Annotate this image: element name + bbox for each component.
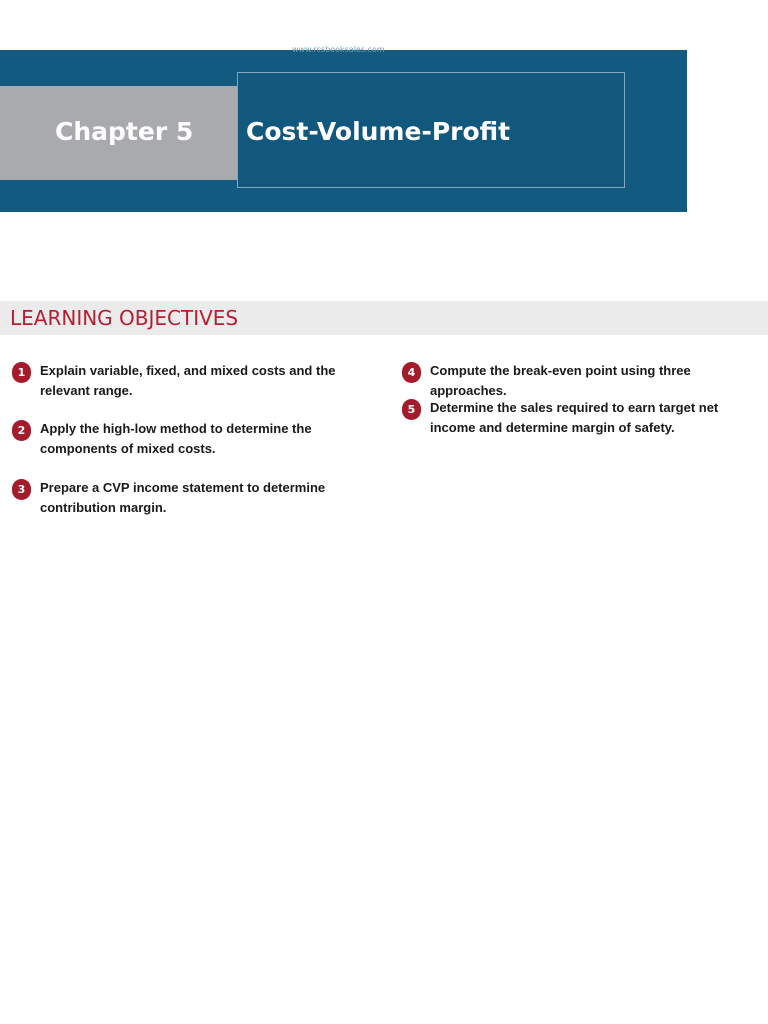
objective-number-badge: 3 [12, 479, 31, 500]
learning-objective-4 [402, 361, 764, 401]
objective-text: Apply the high-low method to determine the components of mixed costs. [40, 421, 312, 456]
learning-objective-1 [12, 361, 382, 401]
learning-objective-5 [402, 398, 764, 438]
objective-text: Compute the break-even point using three approaches. [430, 363, 691, 398]
objective-number-badge: 2 [12, 420, 31, 441]
watermark-text: www.rcsbooksales.com [292, 46, 385, 54]
chapter-label: Chapter 5 [55, 117, 194, 146]
chapter-title: Cost-Volume-Profit [246, 117, 511, 146]
objective-text: Determine the sales required to earn target net income and determine margin of safety. [430, 400, 719, 435]
objective-text: Prepare a CVP income statement to determine contribution margin. [40, 480, 326, 515]
objective-text: Explain variable, fixed, and mixed costs and the relevant range. [40, 363, 336, 398]
learning-objective-3 [12, 478, 382, 518]
learning-objectives-heading: LEARNING OBJECTIVES [10, 306, 239, 330]
objective-number-badge: 4 [402, 362, 421, 383]
objective-number-badge: 1 [12, 362, 31, 383]
learning-objective-2 [12, 419, 382, 459]
objective-number-badge: 5 [402, 399, 421, 420]
